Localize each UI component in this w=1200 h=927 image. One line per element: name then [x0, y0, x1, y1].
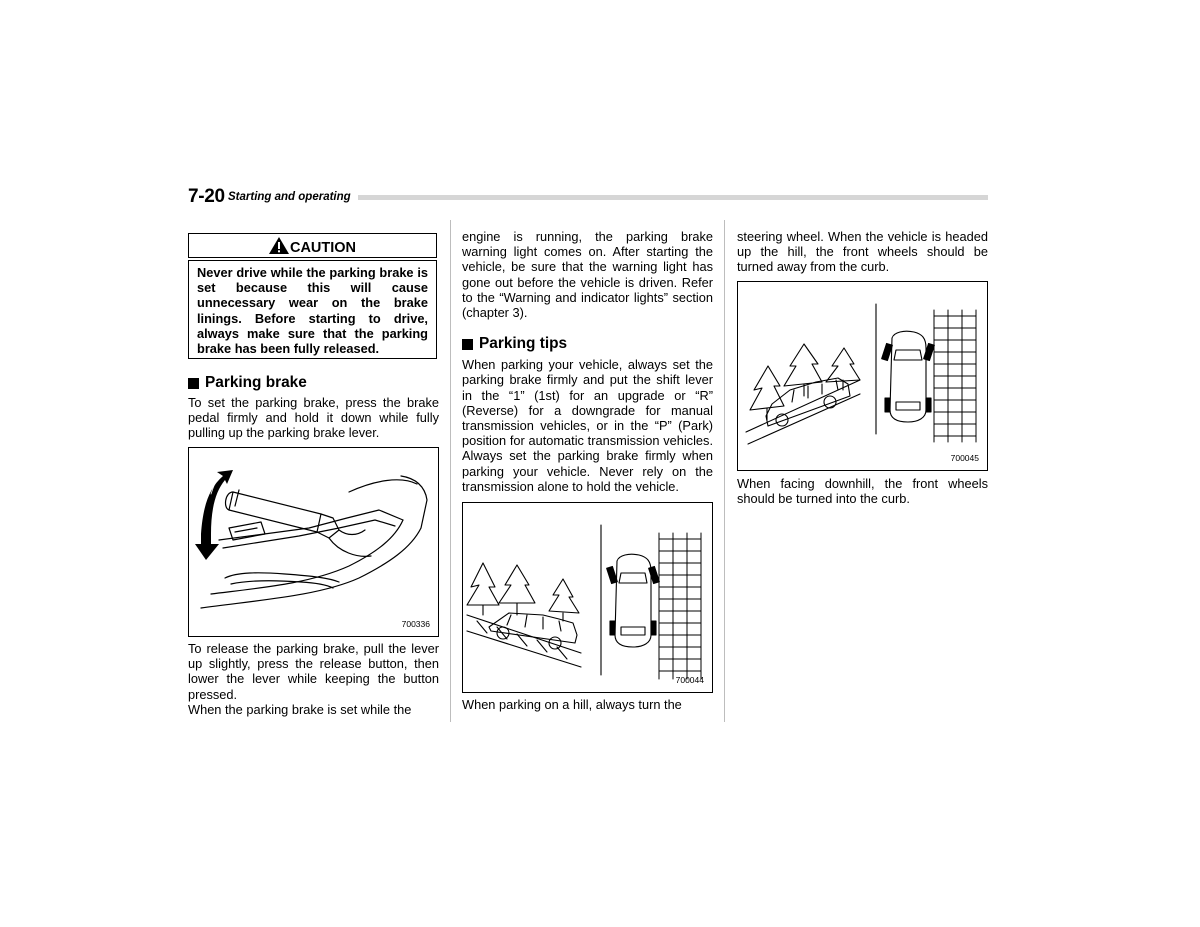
- parking-brake-figure: [188, 447, 439, 637]
- release-brake-text: [188, 641, 439, 717]
- figure-code: 700045: [950, 453, 979, 463]
- release-brake-paragraph: To release the parking brake, pull the lever up slightly, press the release button, then lower the lever while keeping the button pressed.: [188, 641, 439, 702]
- parking-tips-heading: [462, 335, 713, 353]
- uphill-parking-figure: [737, 281, 988, 471]
- downhill-paragraph: When facing downhill, the front wheels should be turned into the curb.: [737, 476, 988, 507]
- downhill-parking-figure: [462, 502, 713, 693]
- caution-title: CAUTION: [289, 240, 357, 256]
- column-2-text: [462, 229, 713, 494]
- figure-code: 700336: [401, 619, 430, 629]
- parking-brake-heading: [188, 374, 439, 392]
- page-number: 7-20: [188, 186, 225, 207]
- caution-text: Never drive while the parking brake is set because this will cause unnecessary wear on the brake linings. Before starting to drive, always make sure that the parking brake has been fully released.: [197, 265, 428, 357]
- hill-parking-paragraph: When parking on a hill, always turn the: [462, 697, 682, 712]
- column-3-text: [737, 229, 988, 275]
- square-bullet-icon: [462, 339, 473, 350]
- uphill-paragraph: steering wheel. When the vehicle is headed up the hill, the front wheels should be turned away from the curb.: [737, 229, 988, 275]
- caution-title-box: [188, 233, 437, 258]
- warning-light-paragraph: engine is running, the parking brake warning light comes on. After starting the vehicle, be sure that the warning light has gone out before the vehicle is driven. Refer to the “Warning and indicator lights” section (chapter 3).: [462, 229, 713, 321]
- section-title: Starting and operating: [228, 191, 351, 203]
- parking-tips-paragraph: When parking your vehicle, always set the parking brake firmly and put the shift lever in the “1” (1st) for an upgrade or “R” (Reverse) for a downgrade for manual transmission vehicles, or in the “P” (Park) position for automatic transmission vehicles. Always set the parking brake firmly when parking your vehicle. Never rely on the transmission alone to hold the vehicle.: [462, 357, 713, 494]
- header-rule: [358, 195, 988, 200]
- warning-icon: [269, 237, 289, 254]
- parking-brake-heading-text: Parking brake: [205, 374, 307, 391]
- hill-parking-text: [462, 697, 713, 712]
- column-divider: [450, 220, 451, 722]
- caution-box: [188, 260, 437, 359]
- square-bullet-icon: [188, 378, 199, 389]
- column-divider: [724, 220, 725, 722]
- figure-code: 700044: [675, 675, 704, 685]
- parking-brake-section: [188, 374, 439, 441]
- brake-warning-start-paragraph: When the parking brake is set while the: [188, 701, 412, 717]
- downhill-text: [737, 476, 988, 506]
- parking-tips-heading-text: Parking tips: [479, 335, 568, 353]
- set-brake-paragraph: To set the parking brake, press the brake pedal firmly and hold it down while fully pulling up the parking brake lever.: [188, 395, 439, 441]
- page-header: [188, 186, 988, 208]
